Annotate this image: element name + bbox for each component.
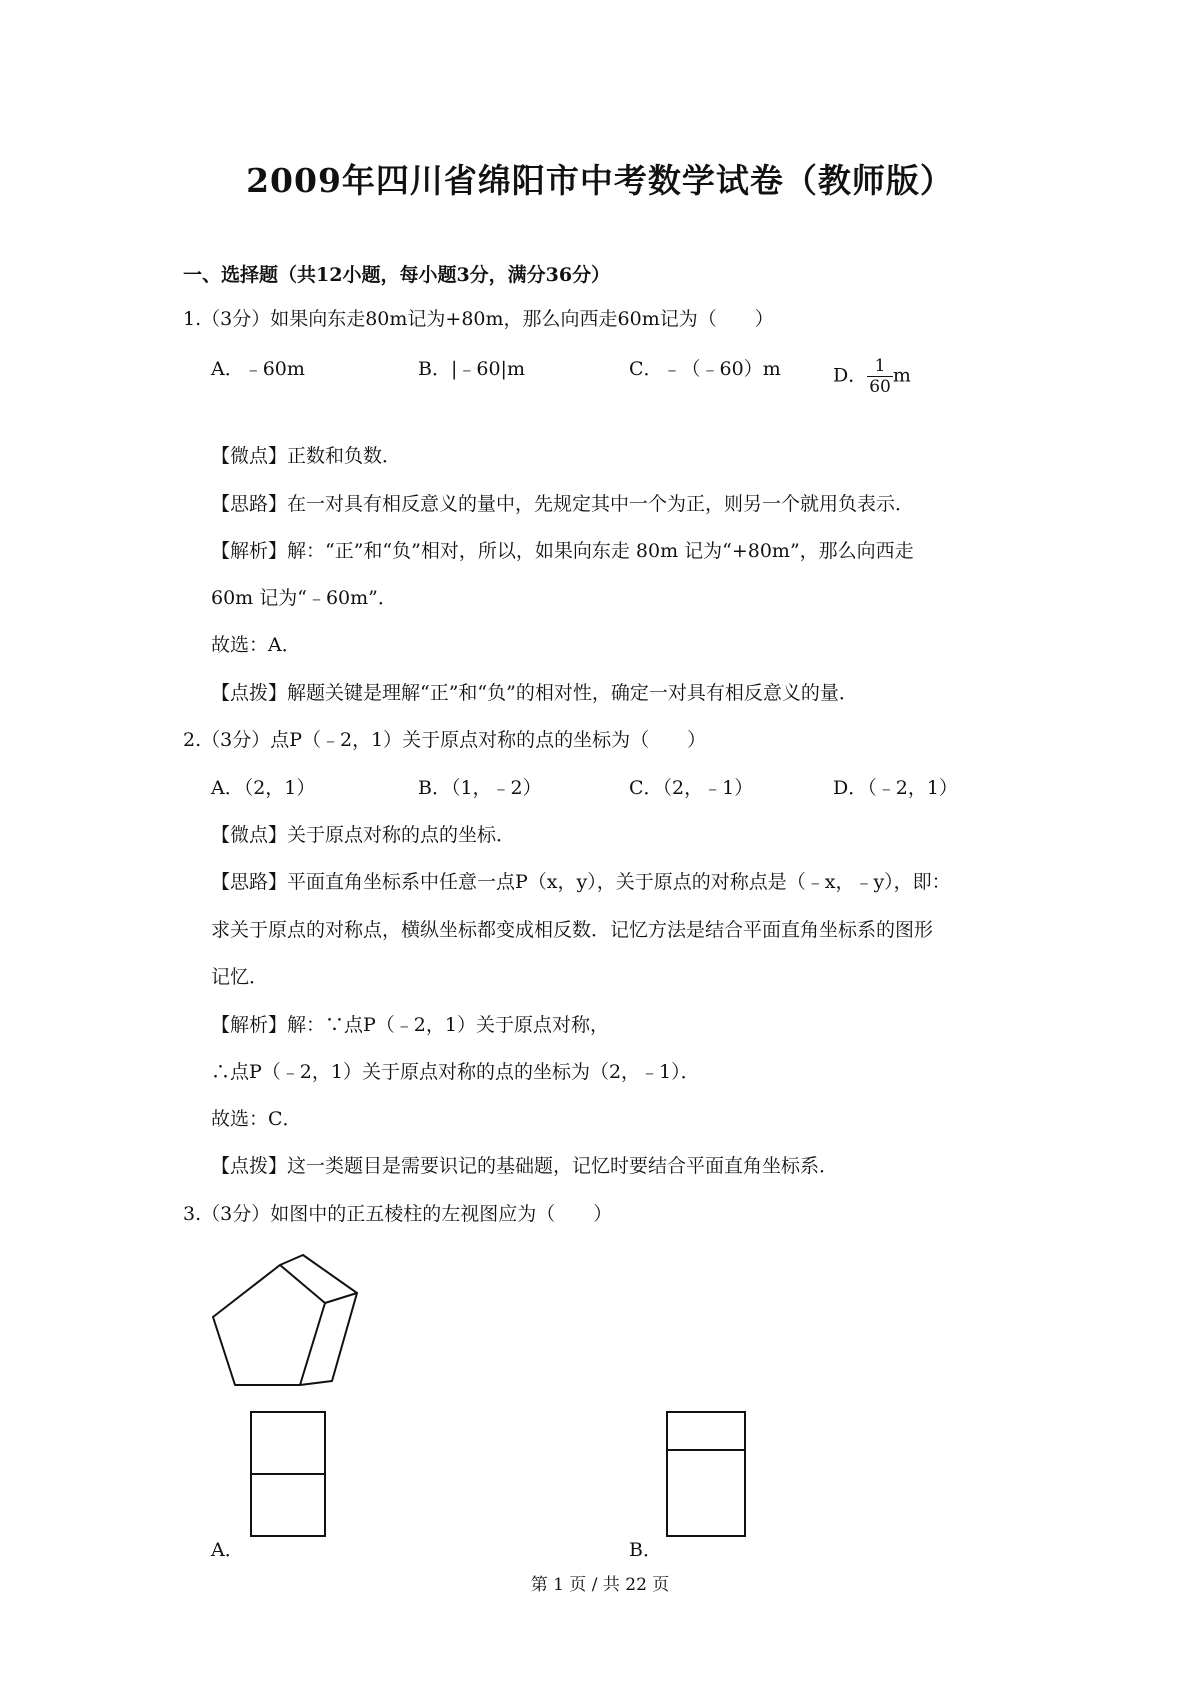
q1-option-d-label: D．: [833, 364, 868, 387]
q2-option-d: D．（﹣2，1）: [833, 777, 958, 799]
q2-silu-line3: 记忆．: [211, 966, 269, 988]
q1-option-a: A．﹣60m: [211, 358, 305, 380]
q1-answer: 故选：A．: [211, 634, 301, 656]
q3-option-a-figure: [249, 1410, 329, 1550]
q1-option-d: [833, 356, 911, 397]
q3-option-b-figure: [665, 1410, 749, 1550]
q2-silu-line2: 求关于原点的对称点，横纵坐标都变成相反数．记忆方法是结合平面直角坐标系的图形: [211, 919, 934, 941]
fraction-denominator: 60: [869, 377, 891, 397]
q1-jiexi-line1: 【解析】解：“正”和“负”相对，所以，如果向东走 80m 记为“+80m”，那么向西走: [211, 540, 914, 562]
question-3-stem: 3.（3分）如图中的正五棱柱的左视图应为（ ）: [183, 1203, 613, 1225]
q1-weidian: 【微点】正数和负数．: [211, 445, 402, 467]
section-heading: 一、选择题（共12小题，每小题3分，满分36分）: [183, 264, 611, 286]
q1-option-b: B．|﹣60|m: [418, 358, 525, 380]
q2-answer: 故选：C．: [211, 1108, 302, 1130]
q1-jiexi-line2: 60m 记为“﹣60m”．: [211, 587, 397, 609]
page-footer: 第 1 页 / 共 22 页: [530, 1575, 670, 1595]
q1-option-c: C．﹣（﹣60）m: [629, 358, 781, 380]
q2-weidian: 【微点】关于原点对称的点的坐标．: [211, 824, 516, 846]
q2-jiexi-line1: 【解析】解：∵点P（﹣2，1）关于原点对称，: [211, 1014, 609, 1036]
q2-option-b: B．（1，﹣2）: [418, 777, 542, 799]
pentagonal-prism-figure: [205, 1245, 365, 1395]
question-1-stem: 1.（3分）如果向东走80m记为+80m，那么向西走60m记为（ ）: [183, 308, 774, 330]
q2-option-a: A．（2，1）: [211, 777, 316, 799]
question-2-stem: 2.（3分）点P（﹣2，1）关于原点对称的点的坐标为（ ）: [183, 729, 707, 751]
q1-silu: 【思路】在一对具有相反意义的量中，先规定其中一个为正，则另一个就用负表示．: [211, 493, 915, 515]
fraction-unit: m: [892, 364, 911, 387]
q3-option-b-label: B．: [629, 1539, 662, 1561]
q2-dianbo: 【点拨】这一类题目是需要识记的基础题，记忆时要结合平面直角坐标系．: [211, 1155, 839, 1177]
q2-jiexi-line2: ∴点P（﹣2，1）关于原点对称的点的坐标为（2，﹣1）．: [211, 1061, 700, 1083]
q2-option-c: C．（2，﹣1）: [629, 777, 754, 799]
page-title: 2009年四川省绵阳市中考数学试卷（教师版）: [246, 161, 954, 200]
q1-dianbo: 【点拨】解题关键是理解“正”和“负”的相对性，确定一对具有相反意义的量．: [211, 682, 858, 704]
q2-silu-line1: 【思路】平面直角坐标系中任意一点P（x，y），关于原点的对称点是（﹣x，﹣y），即：: [211, 871, 951, 893]
fraction-numerator: 1: [867, 356, 893, 377]
fraction: [867, 356, 893, 397]
q3-option-a-label: A．: [211, 1539, 244, 1561]
